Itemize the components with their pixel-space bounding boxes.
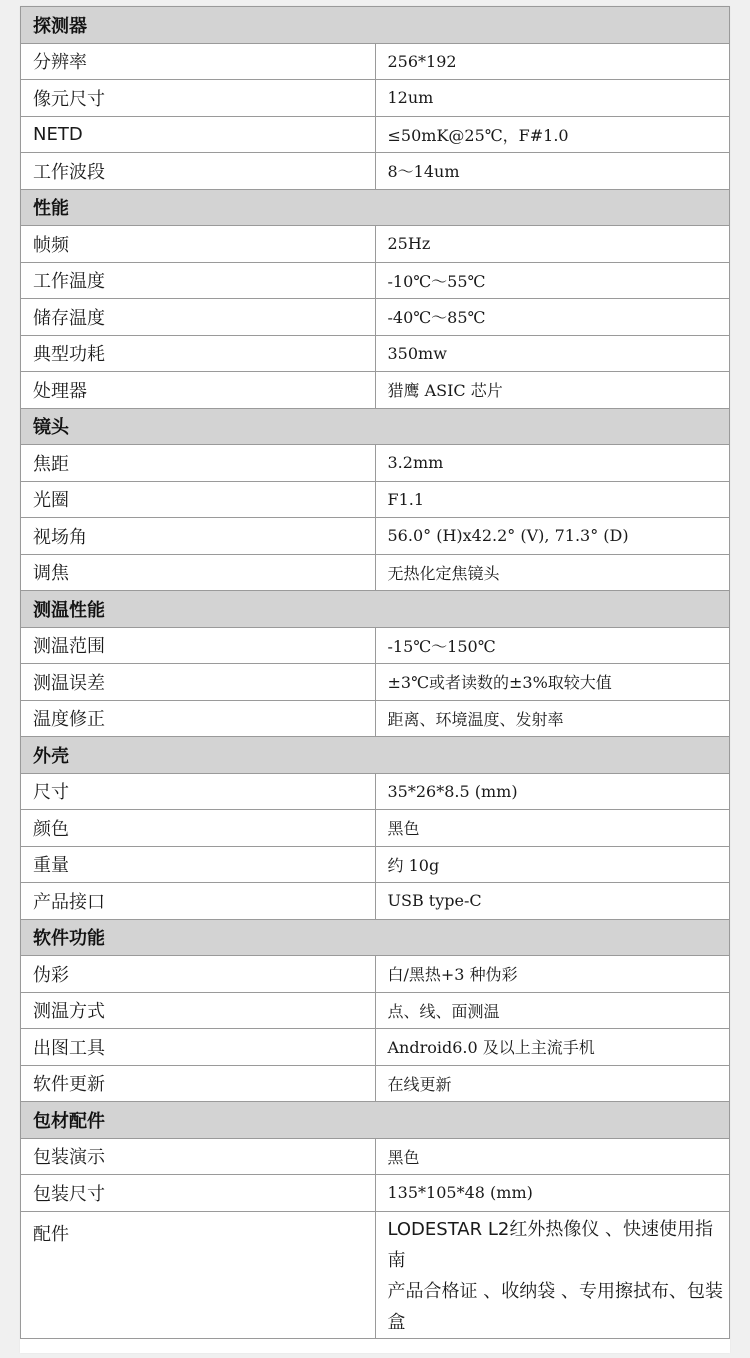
section-title: 包材配件 — [21, 1102, 730, 1139]
table-row — [21, 116, 730, 153]
row-value: 黑色 — [375, 810, 730, 847]
section-title: 镜头 — [21, 408, 730, 445]
row-label: 重量 — [21, 846, 376, 883]
row-value: Android6.0 及以上主流手机 — [375, 1029, 730, 1066]
table-row — [21, 554, 730, 591]
table-row — [21, 43, 730, 80]
table-row — [21, 1175, 730, 1212]
row-label: 温度修正 — [21, 700, 376, 737]
row-label: 测温范围 — [21, 627, 376, 664]
row-label: 工作波段 — [21, 153, 376, 190]
row-value: 350mw — [375, 335, 730, 372]
row-value: ±3℃或者读数的±3%取较大值 — [375, 664, 730, 701]
row-label: 产品接口 — [21, 883, 376, 920]
table-row — [21, 518, 730, 555]
row-label-accessories: 配件 — [21, 1211, 376, 1338]
row-label: 调焦 — [21, 554, 376, 591]
section-header — [21, 7, 730, 44]
row-value: 135*105*48 (mm) — [375, 1175, 730, 1212]
row-value: -10℃～55℃ — [375, 262, 730, 299]
section-title: 外壳 — [21, 737, 730, 774]
table-row — [21, 299, 730, 336]
table-row — [21, 1138, 730, 1175]
row-label: 像元尺寸 — [21, 80, 376, 117]
row-value: 白/黑热+3 种伪彩 — [375, 956, 730, 993]
row-label: 软件更新 — [21, 1065, 376, 1102]
table-row — [21, 481, 730, 518]
table-row — [21, 226, 730, 263]
table-row — [21, 153, 730, 190]
accessories-line-1: LODESTAR L2红外热像仪 、快速使用指南 — [387, 1218, 714, 1271]
row-value: 无热化定焦镜头 — [375, 554, 730, 591]
row-label: 包装尺寸 — [21, 1175, 376, 1212]
row-value: 256*192 — [375, 43, 730, 80]
sheet-bottom-margin — [20, 1339, 730, 1353]
table-row — [21, 992, 730, 1029]
row-value: -15℃～150℃ — [375, 627, 730, 664]
row-value: 35*26*8.5 (mm) — [375, 773, 730, 810]
section-title: 性能 — [21, 189, 730, 226]
row-label: 处理器 — [21, 372, 376, 409]
section-title: 测温性能 — [21, 591, 730, 628]
table-row — [21, 1065, 730, 1102]
section-header — [21, 591, 730, 628]
section-header — [21, 189, 730, 226]
table-row — [21, 80, 730, 117]
spec-table-body — [21, 7, 730, 1339]
row-label: 帧频 — [21, 226, 376, 263]
section-header — [21, 919, 730, 956]
row-label: 颜色 — [21, 810, 376, 847]
row-label: 测温误差 — [21, 664, 376, 701]
section-header — [21, 1102, 730, 1139]
section-header — [21, 737, 730, 774]
row-value-accessories — [375, 1211, 730, 1338]
table-row — [21, 664, 730, 701]
table-row — [21, 445, 730, 482]
table-row — [21, 262, 730, 299]
row-label: 包装演示 — [21, 1138, 376, 1175]
row-label: 典型功耗 — [21, 335, 376, 372]
row-value: 在线更新 — [375, 1065, 730, 1102]
row-value: 56.0° (H)x42.2° (V), 71.3° (D) — [375, 518, 730, 555]
row-value: F1.1 — [375, 481, 730, 518]
row-value: 25Hz — [375, 226, 730, 263]
row-label: NETD — [21, 116, 376, 153]
spec-table — [20, 6, 730, 1339]
row-label: 尺寸 — [21, 773, 376, 810]
table-row — [21, 956, 730, 993]
row-value: 距离、环境温度、发射率 — [375, 700, 730, 737]
row-value: 8～14um — [375, 153, 730, 190]
row-value: 猎鹰 ASIC 芯片 — [375, 372, 730, 409]
table-row-accessories — [21, 1211, 730, 1338]
accessories-line-2: 产品合格证 、收纳袋 、专用擦拭布、包装盒 — [387, 1280, 723, 1333]
row-label: 焦距 — [21, 445, 376, 482]
row-value: ≤50mK@25℃，F#1.0 — [375, 116, 730, 153]
row-label: 视场角 — [21, 518, 376, 555]
spec-sheet — [20, 6, 730, 1353]
row-label: 光圈 — [21, 481, 376, 518]
table-row — [21, 810, 730, 847]
row-label: 测温方式 — [21, 992, 376, 1029]
section-title: 探测器 — [21, 7, 730, 44]
table-row — [21, 1029, 730, 1066]
table-row — [21, 883, 730, 920]
table-row — [21, 846, 730, 883]
table-row — [21, 627, 730, 664]
row-label: 出图工具 — [21, 1029, 376, 1066]
row-label: 储存温度 — [21, 299, 376, 336]
row-value: 3.2mm — [375, 445, 730, 482]
row-value: 12um — [375, 80, 730, 117]
section-header — [21, 408, 730, 445]
row-value: -40℃～85℃ — [375, 299, 730, 336]
row-value: USB type-C — [375, 883, 730, 920]
table-row — [21, 335, 730, 372]
table-row — [21, 700, 730, 737]
row-label: 分辨率 — [21, 43, 376, 80]
row-value: 约 10g — [375, 846, 730, 883]
row-value: 黑色 — [375, 1138, 730, 1175]
row-value: 点、线、面测温 — [375, 992, 730, 1029]
table-row — [21, 372, 730, 409]
table-row — [21, 773, 730, 810]
row-label: 工作温度 — [21, 262, 376, 299]
row-label: 伪彩 — [21, 956, 376, 993]
section-title: 软件功能 — [21, 919, 730, 956]
